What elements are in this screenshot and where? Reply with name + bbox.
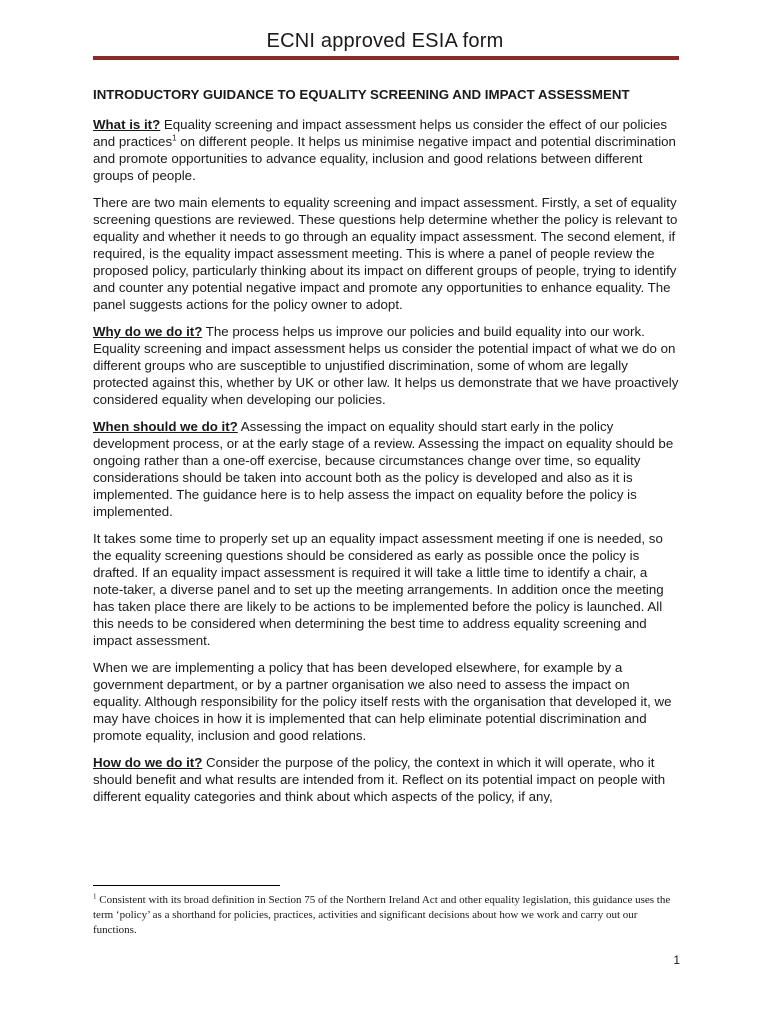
paragraph-when-do-it	[93, 418, 679, 520]
footnote-reference: 1	[172, 133, 177, 143]
paragraph-how-do-it	[93, 754, 679, 805]
paragraph-two-elements: There are two main elements to equality screening and impact assessment. Firstly, a set of equality screening questions are reviewed. These questions help determine whether the policy is relevant to equality and whether it needs to go through an equality impact assessment. The second element, if required, is the equality impact assessment meeting. This is where a panel of people review the proposed policy, particularly thinking about its impact on different groups of people, trying to identify and counter any potential negative impact and promote any opportunities to enhance equality. The panel suggests actions for the policy owner to adopt.	[93, 195, 678, 312]
paragraph-why-do-it	[93, 323, 679, 408]
paragraph-text: Consider the purpose of the policy, the context in which it will operate, who it should benefit and what results are intended from it. Reflect on its potential impact on people with different equality categories and think about which aspects of the policy, if any,	[93, 755, 666, 804]
paragraph-implementing-elsewhere: When we are implementing a policy that has been developed elsewhere, for example by a government department, or by a partner organisation we also need to assess the impact on equality. Although responsibility for the policy itself rests with the organisation that developed it, we may have choices in how it is implemented that can help eliminate potential discrimination and promote equality, inclusion and good relations.	[93, 660, 672, 743]
paragraph-text: Equality screening and impact assessment helps us consider the effect of our policies and practices	[93, 117, 668, 149]
document-header-title: ECNI approved ESIA form	[266, 30, 504, 52]
page-number: 1	[673, 953, 680, 967]
paragraph-text: The process helps us improve our policies and build equality into our work. Equality screening and impact assessment helps us consider the potential impact of what we do on different groups who are susceptible to unjustified discrimination, some of whom are legally protected against this, whether by UK or other law. It helps us demonstrate that we have proactively considered equality when developing our policies.	[93, 324, 679, 407]
document-body	[93, 86, 679, 815]
lead-how-do-it: How do we do it?	[93, 755, 203, 770]
lead-why-do-it: Why do we do it?	[93, 324, 203, 339]
lead-when-do-it: When should we do it?	[93, 419, 238, 434]
paragraph-setup-time: It takes some time to properly set up an equality impact assessment meeting if one is needed, so the equality screening questions should be considered as early as possible once the policy is drafted. If an equality impact assessment is required it will take a little time to identify a chair, a note-taker, a diverse panel and to set up the meeting arrangements. In addition once the meeting has taken place there are likely to be actions to be implemented before the policy is launched. All this needs to be considered when determining the best time to address equality screening and impact assessment.	[93, 531, 664, 648]
paragraph-text: Assessing the impact on equality should start early in the policy development process, or at the early stage of a review. Assessing the impact on equality should be ongoing rather than a one-off exercise, because circumstances change over time, so equality considerations should be taken into account both as the policy is developed and also as it is implemented. The guidance here is to help assess the impact on equality before the policy is implemented.	[93, 419, 674, 519]
header-divider	[93, 56, 679, 60]
footnote	[93, 893, 679, 938]
paragraph-what-is-it	[93, 116, 679, 184]
footnote-text: Consistent with its broad definition in Section 75 of the Northern Ireland Act and other equality legislation, this guidance uses the term ‘policy’ as a shorthand for policies, practices, activities and significant decisions about how we work and carry out our functions.	[93, 894, 671, 936]
section-heading: INTRODUCTORY GUIDANCE TO EQUALITY SCREENING AND IMPACT ASSESSMENT	[93, 87, 630, 102]
lead-what-is-it: What is it?	[93, 117, 161, 132]
paragraph-text: on different people. It helps us minimise negative impact and potential discrimination and promote opportunities to advance equality, inclusion and good relations between different groups of people.	[93, 134, 676, 183]
footnote-divider	[93, 885, 280, 886]
footnote-marker: 1	[93, 892, 97, 901]
